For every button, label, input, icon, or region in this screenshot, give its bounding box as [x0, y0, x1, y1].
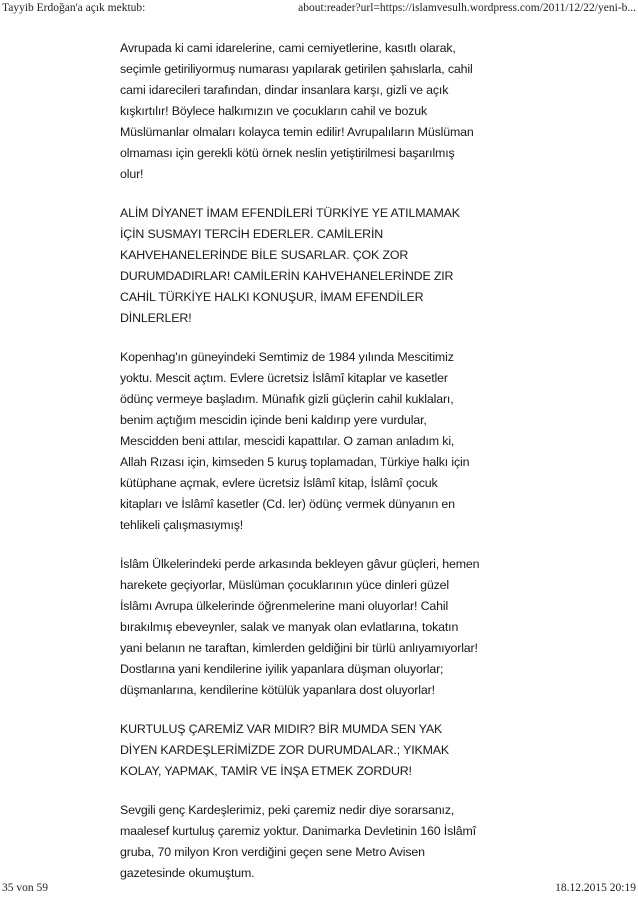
- paragraph-line: İÇİN SUSMAYI TERCİH EDERLER. CAMİLERİN: [120, 227, 384, 241]
- paragraph-line: ödünç vermeye başladım. Münafık gizli güçlerin cahil kuklaları,: [120, 392, 454, 406]
- paragraph-line: maalesef kurtuluş çaremiz yoktur. Danimarka Devletinin 160 İslâmî: [120, 824, 476, 838]
- paragraph-line: harekete geçiyorlar, Müslüman çocuklarının yüce dinleri güzel: [120, 578, 450, 592]
- paragraph-line: kışkırtılır! Böylece halkımızın ve çocukların cahil ve bozuk: [120, 104, 428, 118]
- paragraph-line: düşmanlarına, kendilerine kötülük yapanlara dost oluyorlar!: [120, 683, 435, 697]
- print-footer: [0, 882, 638, 900]
- paragraph-line: kitapları ve İslâmî kasetler (Cd. ler) ödünç vermek dünyanın en: [120, 497, 455, 511]
- article-paragraph: [120, 719, 520, 782]
- paragraph-line: kütüphane açmak, evlere ücretsiz İslâmî kitap, İslâmî çocuk: [120, 476, 438, 490]
- paragraph-line: olmaması için gerekli kötü örnek neslin yetiştirilmesi başarılmış: [120, 146, 455, 160]
- paragraph-line: DİYEN KARDEŞLERİMİZDE ZOR DURUMDALAR.; YIKMAK: [120, 743, 450, 757]
- print-header: [0, 2, 638, 20]
- article-paragraph: [120, 38, 520, 185]
- article-paragraph: [120, 347, 520, 536]
- paragraph-line: DURUMDADIRLAR! CAMİLERİN KAHVEHANELERİNDE ZIR: [120, 269, 454, 283]
- paragraph-line: bırakılmış ebeveynler, salak ve manyak olan evlatlarına, tokatın: [120, 620, 459, 634]
- paragraph-line: yoktu. Mescit açtım. Evlere ücretsiz İslâmî kitaplar ve kasetler: [120, 371, 448, 385]
- paragraph-line: İslâm Ülkelerindeki perde arkasında bekleyen gâvur güçleri, hemen: [120, 557, 480, 571]
- paragraph-line: Allah Rızası için, kimseden 5 kuruş toplamadan, Türkiye halkı için: [120, 455, 470, 469]
- paragraph-line: gazetesinde okumuştum.: [120, 866, 255, 880]
- article-paragraph: [120, 203, 520, 329]
- paragraph-line: Dostlarına yani kendilerine iyilik yapanlara düşman oluyorlar;: [120, 662, 444, 676]
- paragraph-line: tehlikeli çalışmasıymış!: [120, 518, 244, 532]
- paragraph-line: yani belanın ne taraftan, kimlerden geldiğini bir türlü anlıyamıyorlar!: [120, 641, 478, 655]
- page-url: about:reader?url=https://islamvesulh.wordpress.com/2011/12/22/yeni-b...: [298, 2, 636, 14]
- paragraph-line: CAHİL TÜRKİYE HALKI KONUŞUR, İMAM EFENDİLER: [120, 290, 424, 304]
- print-timestamp: 18.12.2015 20:19: [555, 882, 636, 894]
- paragraph-line: cami idarecileri tarafından, dindar insanlara karşı, gizli ve açık: [120, 83, 449, 97]
- paragraph-line: Avrupada ki cami idarelerine, cami cemiyetlerine, kasıtlı olarak,: [120, 41, 456, 55]
- paragraph-line: gruba, 70 milyon Kron verdiğini geçen sene Metro Avisen: [120, 845, 425, 859]
- paragraph-line: Sevgili genç Kardeşlerimiz, peki çaremiz nedir diye sorarsanız,: [120, 803, 455, 817]
- paragraph-line: seçimle getiriliyormuş numarası yapılarak getirilen şahıslarla, cahil: [120, 62, 473, 76]
- paragraph-line: İslâmı Avrupa ülkelerinde öğrenmelerine mani oluyorlar! Cahil: [120, 599, 449, 613]
- paragraph-line: Müslümanlar olmaları kolayca temin edilir! Avrupalıların Müslüman: [120, 125, 474, 139]
- article-body: [120, 38, 520, 902]
- paragraph-line: Kopenhag'ın güneyindeki Semtimiz de 1984 yılında Mescitimiz: [120, 350, 454, 364]
- article-paragraph: [120, 800, 520, 884]
- article-paragraph: [120, 554, 520, 701]
- paragraph-line: benim açtığım mescidin içinde beni kaldırıp yere vurdular,: [120, 413, 427, 427]
- paragraph-line: DİNLERLER!: [120, 311, 192, 325]
- paragraph-line: KURTULUŞ ÇAREMİZ VAR MIDIR? BİR MUMDA SEN YAK: [120, 722, 443, 736]
- paragraph-line: KOLAY, YAPMAK, TAMİR VE İNŞA ETMEK ZORDUR!: [120, 764, 412, 778]
- paragraph-line: Mescidden beni attılar, mescidi kapattılar. O zaman anladım ki,: [120, 434, 455, 448]
- page-counter: 35 von 59: [2, 882, 48, 894]
- paragraph-line: KAHVEHANELERİNDE BİLE SUSARLAR. ÇOK ZOR: [120, 248, 409, 262]
- paragraph-line: ALİM DİYANET İMAM EFENDİLERİ TÜRKİYE YE ATILMAMAK: [120, 206, 460, 220]
- paragraph-line: olur!: [120, 167, 144, 181]
- page-title: Tayyib Erdoğan'a açık mektub:: [2, 2, 146, 14]
